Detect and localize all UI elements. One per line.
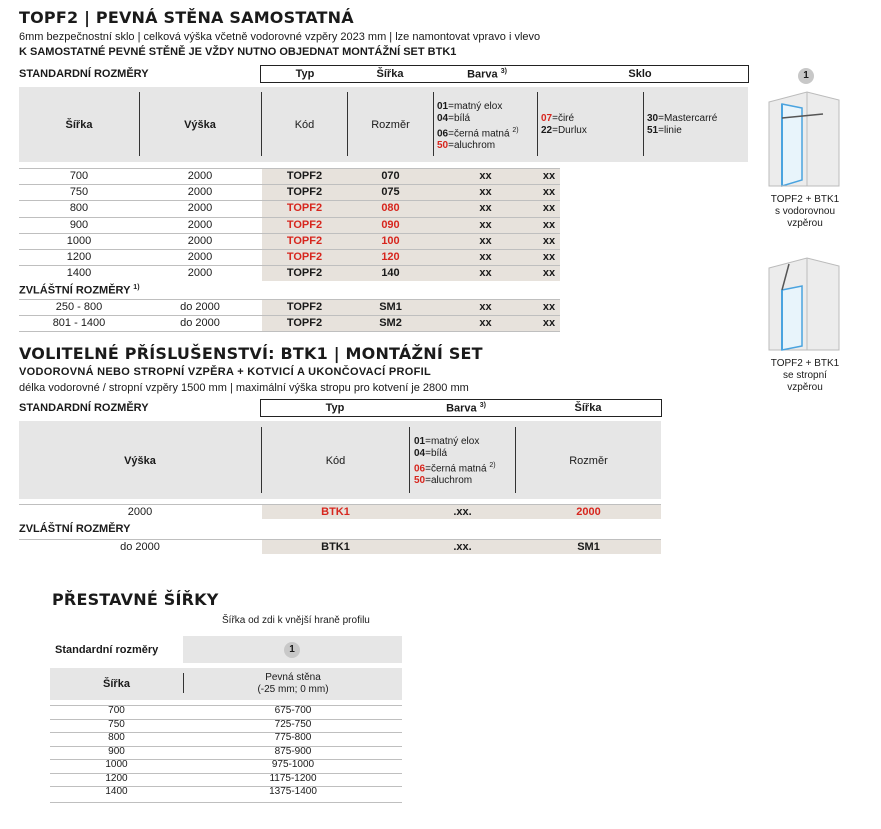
s1-row-kod: TOPF2 bbox=[286, 267, 323, 280]
legend-text: =Durlux bbox=[552, 125, 587, 136]
s1-row-rozmer: 075 bbox=[381, 186, 400, 199]
s2-special-rozmer: SM1 bbox=[577, 541, 600, 553]
s3-col-stena-2: (-25 mm; 0 mm) bbox=[257, 684, 329, 695]
s1-special-kod: TOPF2 bbox=[286, 317, 323, 329]
s1-row-sklo: xx bbox=[542, 251, 556, 263]
s1-row-barva: xx bbox=[479, 170, 492, 182]
s1-row-vyska: 2000 bbox=[187, 218, 213, 231]
s3-row-range: 875-900 bbox=[274, 745, 312, 757]
s2-row-vyska: 2000 bbox=[127, 506, 153, 518]
s3-row-range: 975-1000 bbox=[271, 759, 315, 770]
s3-row-range: 775-800 bbox=[274, 732, 312, 743]
s1-row-sklo: xx bbox=[542, 170, 556, 182]
s1-special-vyska: do 2000 bbox=[180, 317, 220, 329]
legend-line bbox=[414, 448, 496, 460]
s1-row-barva: xx bbox=[479, 267, 492, 280]
s1-row-sirka: 1000 bbox=[66, 234, 92, 247]
s1-row-barva: xx bbox=[479, 251, 492, 263]
s3-row-range: 725-750 bbox=[274, 718, 312, 730]
section3-badge: 1 bbox=[284, 642, 300, 658]
s1-row-sklo: xx bbox=[542, 234, 556, 247]
s1-special-label: ZVLÁŠTNÍ ROZMĚRY $^{1)}$ bbox=[19, 284, 140, 297]
s1-row-sirka: 700 bbox=[69, 170, 89, 182]
s1-hdr-typ: Typ bbox=[295, 68, 315, 80]
s1-row-barva: xx bbox=[479, 218, 492, 231]
s1-special-barva: xx bbox=[479, 301, 492, 313]
legend-sup: 2) bbox=[512, 127, 519, 134]
s3-row-sirka: 900 bbox=[108, 745, 125, 757]
legend-text: =linie bbox=[658, 125, 682, 136]
s1-row-sirka: 800 bbox=[69, 202, 89, 215]
s1-col-vyska: Výška bbox=[184, 119, 216, 131]
s2-barva-legend bbox=[414, 436, 496, 487]
section2-subtitle: délka vodorovné / stropní vzpěry 1500 mm | maximální výška stropu pro kotvení je 2800 mm bbox=[19, 382, 469, 394]
section1-std-label: STANDARDNÍ ROZMĚRY bbox=[19, 68, 149, 80]
s1-col-rozmer: Rozměr bbox=[371, 119, 410, 131]
legend-code: 50 bbox=[414, 475, 426, 487]
s2-row-kod: BTK1 bbox=[321, 506, 350, 518]
s2-row-barva: .xx. bbox=[453, 506, 472, 518]
legend-line bbox=[414, 436, 496, 448]
s1-col-sirka: Šířka bbox=[65, 119, 93, 131]
s1-special-sklo: xx bbox=[542, 317, 556, 329]
caption-ceiling-strut: TOPF2 + BTK1 se stropní vzpěrou bbox=[770, 358, 840, 393]
s1-row-vyska: 2000 bbox=[187, 267, 213, 280]
s1-special-rozmer: SM2 bbox=[379, 317, 402, 329]
s2-hdr-barva: Barva $^{3)}$ bbox=[446, 402, 486, 415]
illustration-badge: 1 bbox=[798, 68, 814, 84]
s1-row-vyska: 2000 bbox=[187, 170, 213, 182]
legend-text: =černá matná bbox=[425, 463, 487, 475]
caption-horizontal-strut: TOPF2 + BTK1 s vodorovnou vzpěrou bbox=[770, 194, 840, 229]
s1-barva-legend bbox=[437, 101, 519, 152]
s1-row-kod: TOPF2 bbox=[286, 218, 323, 231]
s2-hdr-sirka: Šířka bbox=[574, 402, 602, 414]
s1-row-rozmer: 120 bbox=[381, 251, 400, 263]
s2-col-kod: Kód bbox=[325, 455, 346, 467]
section3-title: PŘESTAVNÉ ŠÍŘKY bbox=[52, 590, 219, 609]
s1-special-sirka: 801 - 1400 bbox=[52, 317, 106, 329]
legend-code: 22 bbox=[541, 125, 553, 136]
s3-row-range: 1375-1400 bbox=[269, 786, 317, 797]
legend-code: 04 bbox=[437, 113, 449, 124]
s1-row-vyska: 2000 bbox=[187, 251, 213, 263]
s1-row-vyska: 2000 bbox=[187, 202, 213, 215]
s1-row-rozmer: 100 bbox=[381, 234, 400, 247]
legend-code: 30 bbox=[647, 113, 659, 124]
s3-row-sirka: 1400 bbox=[105, 786, 128, 797]
row-divider bbox=[19, 331, 560, 332]
legend-line bbox=[414, 460, 496, 475]
legend-line bbox=[647, 113, 717, 125]
legend-code: 06 bbox=[414, 463, 426, 475]
s2-special-barva: .xx. bbox=[453, 541, 472, 553]
s2-special-label: ZVLÁŠTNÍ ROZMĚRY bbox=[19, 523, 131, 535]
s1-row-sirka: 750 bbox=[69, 186, 89, 199]
s1-row-sirka: 1400 bbox=[66, 267, 92, 280]
legend-code: 51 bbox=[647, 125, 659, 136]
s3-row-sirka: 1200 bbox=[105, 772, 128, 784]
legend-line bbox=[414, 475, 496, 487]
s1-row-kod: TOPF2 bbox=[286, 234, 323, 247]
s1-row-kod: TOPF2 bbox=[286, 186, 323, 199]
legend-line bbox=[647, 125, 717, 137]
s1-row-barva: xx bbox=[479, 202, 492, 215]
s3-row-sirka: 800 bbox=[108, 732, 125, 743]
shower-illustration-ceiling-strut bbox=[767, 256, 841, 352]
legend-sup: 2) bbox=[489, 462, 496, 469]
s2-col-vyska: Výška bbox=[124, 455, 156, 467]
s1-row-rozmer: 140 bbox=[381, 267, 400, 280]
s1-special-sirka: 250 - 800 bbox=[55, 301, 103, 313]
s1-row-sklo: xx bbox=[542, 202, 556, 215]
s3-row-sirka: 700 bbox=[108, 705, 125, 716]
shower-illustration-horizontal-strut bbox=[767, 90, 841, 188]
legend-line bbox=[437, 101, 519, 113]
s1-row-sklo: xx bbox=[542, 267, 556, 280]
s1-hdr-barva: Barva $^{3)}$ bbox=[467, 68, 507, 81]
legend-code: 50 bbox=[437, 140, 449, 152]
s3-row-range: 675-700 bbox=[274, 705, 312, 716]
s1-special-kod: TOPF2 bbox=[286, 301, 323, 313]
legend-line bbox=[437, 125, 519, 140]
section1-subtitle: 6mm bezpečnostní sklo | celková výška včetně vodorovné vzpěry 2023 mm | lze namontovat vpravo i vlevo bbox=[19, 31, 541, 43]
legend-code: 01 bbox=[414, 436, 426, 447]
legend-text: =matný elox bbox=[425, 436, 480, 447]
s1-hdr-sklo: Sklo bbox=[628, 68, 652, 80]
s3-row-sirka: 1000 bbox=[105, 759, 128, 770]
s1-col-kod: Kód bbox=[294, 119, 315, 131]
s1-special-sklo: xx bbox=[542, 301, 556, 313]
section3-std-label: Standardní rozměry bbox=[55, 644, 159, 656]
s1-row-kod: TOPF2 bbox=[286, 170, 323, 182]
section1-title: TOPF2 | PEVNÁ STĚNA SAMOSTATNÁ bbox=[19, 8, 354, 27]
s1-row-barva: xx bbox=[479, 186, 492, 199]
legend-line bbox=[541, 125, 587, 137]
legend-line bbox=[541, 113, 587, 125]
section2-title: VOLITELNÉ PŘÍSLUŠENSTVÍ: BTK1 | MONTÁŽNÍ SET bbox=[19, 344, 483, 363]
legend-text: =čiré bbox=[552, 113, 575, 124]
s3-row-range: 1175-1200 bbox=[269, 772, 317, 784]
s1-row-rozmer: 070 bbox=[381, 170, 400, 182]
s1-row-barva: xx bbox=[479, 234, 492, 247]
s1-sklo-legend-a bbox=[541, 113, 587, 137]
s1-row-sklo: xx bbox=[542, 218, 556, 231]
s1-sklo-legend-b bbox=[647, 113, 717, 137]
s2-special-kod: BTK1 bbox=[321, 541, 350, 553]
legend-code: 04 bbox=[414, 448, 426, 459]
row-divider bbox=[50, 802, 402, 803]
s1-row-vyska: 2000 bbox=[187, 234, 213, 247]
s2-row-rozmer: 2000 bbox=[576, 506, 601, 518]
legend-line bbox=[437, 140, 519, 152]
s1-row-kod: TOPF2 bbox=[286, 251, 323, 263]
s1-special-vyska: do 2000 bbox=[180, 301, 220, 313]
legend-line bbox=[437, 113, 519, 125]
section3-note: Šířka od zdi k vnější hraně profilu bbox=[222, 615, 370, 626]
s2-col-rozmer: Rozměr bbox=[569, 455, 608, 467]
section2-note: VODOROVNÁ NEBO STROPNÍ VZPĚRA + KOTVICÍ A UKONČOVACÍ PROFIL bbox=[19, 366, 431, 378]
legend-code: 07 bbox=[541, 113, 553, 124]
legend-text: =bílá bbox=[448, 113, 471, 124]
s1-row-sklo: xx bbox=[542, 186, 556, 199]
section1-note: K SAMOSTATNÉ PEVNÉ STĚNĚ JE VŽDY NUTNO OBJEDNAT MONTÁŽNÍ SET BTK1 bbox=[19, 46, 457, 58]
s1-row-rozmer: 090 bbox=[381, 218, 400, 231]
legend-text: =aluchrom bbox=[425, 475, 473, 487]
legend-code: 01 bbox=[437, 101, 449, 112]
legend-code: 06 bbox=[437, 128, 449, 140]
legend-text: =černá matná bbox=[448, 128, 510, 140]
legend-text: =matný elox bbox=[448, 101, 503, 112]
s3-row-sirka: 750 bbox=[108, 718, 125, 730]
s1-row-sirka: 900 bbox=[69, 218, 89, 231]
s2-special-vyska: do 2000 bbox=[120, 541, 160, 553]
s1-special-barva: xx bbox=[479, 317, 492, 329]
s3-col-sirka: Šířka bbox=[103, 678, 130, 690]
s1-row-vyska: 2000 bbox=[187, 186, 213, 199]
section2-std-label: STANDARDNÍ ROZMĚRY bbox=[19, 402, 149, 414]
s1-special-rozmer: SM1 bbox=[379, 301, 402, 313]
s3-col-stena-1: Pevná stěna bbox=[265, 672, 321, 683]
legend-text: =aluchrom bbox=[448, 140, 496, 152]
legend-text: =Mastercarré bbox=[658, 113, 718, 124]
legend-text: =bílá bbox=[425, 448, 448, 459]
s1-row-rozmer: 080 bbox=[381, 202, 400, 215]
s2-hdr-typ: Typ bbox=[325, 402, 345, 414]
s1-hdr-sirka: Šířka bbox=[376, 68, 404, 80]
s1-row-sirka: 1200 bbox=[66, 251, 92, 263]
s1-row-kod: TOPF2 bbox=[286, 202, 323, 215]
